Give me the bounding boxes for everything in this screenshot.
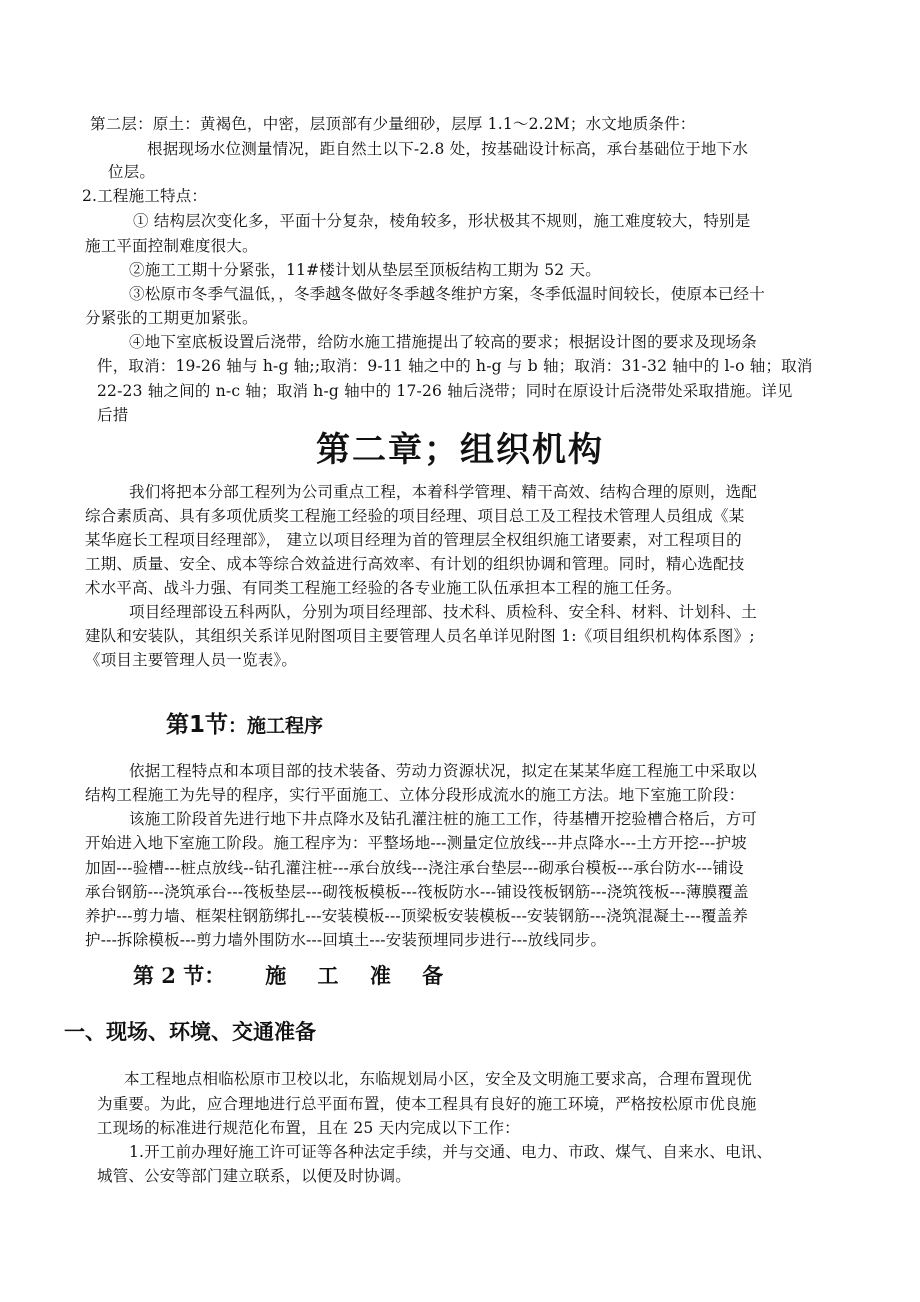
text-line: 22-23 轴之间的 n-c 轴；取消 h-g 轴中的 17-26 轴后浇带；同时在原设计后浇带处采取措施。详见 <box>97 382 793 400</box>
section-number: 第 2 节： <box>133 963 226 988</box>
text-line: ②施工工期十分紧张，11#楼计划从垫层至顶板结构工期为 52 天。 <box>129 261 601 279</box>
text-line: 后措 <box>97 406 129 424</box>
text-line: 护---拆除模板---剪力墙外围防水---回填土---安装预埋同步进行---放线同步。 <box>85 931 607 949</box>
text-line: 加固---验槽---桩点放线--钻孔灌注桩---承台放线---浇注承台垫层---砌承台模板---承台防水---铺设 <box>85 859 744 877</box>
text-line: 依据工程特点和本项目部的技术装备、劳动力资源状况，拟定在某某华庭工程施工中采取以 <box>129 762 758 780</box>
text-line: 工现场的标准进行规范化布置，且在 25 天内完成以下工作： <box>97 1119 520 1137</box>
section-title: 施 工 准 备 <box>265 963 456 988</box>
chapter-title: 第二章；组织机构 <box>316 430 604 470</box>
text-line: 工期、质量、安全、成本等综合效益进行高效率、有计划的组织协调和管理。同时，精心选配技 <box>85 555 745 573</box>
text-line: 养护---剪力墙、框架柱钢筋绑扎---安装模板---顶梁板安装模板---安装钢筋---浇筑混凝土---覆盖养 <box>85 907 749 925</box>
text-line: 项目经理部设五科两队，分别为项目经理部、技术科、质检科、安全科、材料、计划科、土 <box>129 603 758 621</box>
section-heading <box>166 708 323 743</box>
heading-level-1: 一、现场、环境、交通准备 <box>64 1020 316 1044</box>
text-line: ③松原市冬季气温低，，冬季越冬做好冬季越冬维护方案，冬季低温时间较长，使原本已经十 <box>129 285 765 303</box>
text-line: 为重要。为此，应合理地进行总平面布置，使本工程具有良好的施工环境，严格按松原市优良施 <box>97 1095 757 1113</box>
text-line: 2.工程施工特点： <box>82 187 208 205</box>
text-line: 术水平高、战斗力强、有同类工程施工经验的各专业施工队伍承担本工程的施工任务。 <box>85 579 682 597</box>
text-line: 本工程地点相临松原市卫校以北，东临规划局小区，安全及文明施工要求高，合理布置现优 <box>124 1070 753 1088</box>
text-line: ① 结构层次变化多，平面十分复杂，棱角较多，形状极其不规则，施工难度较大，特别是 <box>133 212 751 230</box>
text-line: 第二层：原土：黄褐色，中密，层顶部有少量细砂，层厚 1.1～2.2M；水文地质条件： <box>90 115 696 133</box>
text-line: 综合素质高、具有多项优质奖工程施工经验的项目经理、项目总工及工程技术管理人员组成《某 <box>85 507 745 525</box>
text-line: 开始进入地下室施工阶段。施工程序为：平整场地---测量定位放线---井点降水---土方开挖---护坡 <box>85 834 747 852</box>
text-line: 1.开工前办理好施工许可证等各种法定手续，并与交通、电力、市政、煤气、自来水、电讯、 <box>129 1143 773 1161</box>
text-line: 件，取消：19-26 轴与 h-g 轴;;取消：9-11 轴之中的 h-g 与 b 轴；取消：31-32 轴中的 l-o 轴；取消 <box>97 357 813 375</box>
text-line: ④地下室底板设置后浇带，给防水施工措施提出了较高的要求；根据设计图的要求及现场条 <box>129 333 758 351</box>
text-line: 施工平面控制难度很大。 <box>85 237 258 255</box>
text-line: 根据现场水位测量情况，距自然土以下-2.8 处，按基础设计标高，承台基础位于地下水 <box>147 140 749 158</box>
section-number: 第1节 <box>166 712 229 738</box>
text-line: 《项目主要管理人员一览表》。 <box>85 651 298 669</box>
text-line: 某华庭长工程项目经理部》， 建立以项目经理为首的管理层全权组织施工诸要素，对工程项目的 <box>85 531 742 549</box>
text-line: 建队和安装队，其组织关系详见附图项目主要管理人员名单详见附图 1:《项目组织机构体系图》; <box>85 627 755 645</box>
text-line: 该施工阶段首先进行地下井点降水及钻孔灌注桩的施工工作，待基槽开挖验槽合格后，方可 <box>129 810 758 828</box>
text-line: 位层。 <box>108 163 156 181</box>
text-line: 结构工程施工为先导的程序，实行平面施工、立体分段形成流水的施工方法。地下室施工阶段： <box>85 786 745 804</box>
text-line: 承台钢筋---浇筑承台---筏板垫层---砌筏板模板---筏板防水---铺设筏板钢筋---浇筑筏板---薄膜覆盖 <box>85 883 749 901</box>
text-line: 分紧张的工期更加紧张。 <box>85 309 258 327</box>
text-line: 我们将把本分部工程列为公司重点工程，本着科学管理、精干高效、结构合理的原则，选配 <box>129 483 758 501</box>
section-heading <box>133 960 455 992</box>
section-title: ：施工程序 <box>228 715 324 737</box>
text-line: 城管、公安等部门建立联系，以便及时协调。 <box>97 1167 412 1185</box>
